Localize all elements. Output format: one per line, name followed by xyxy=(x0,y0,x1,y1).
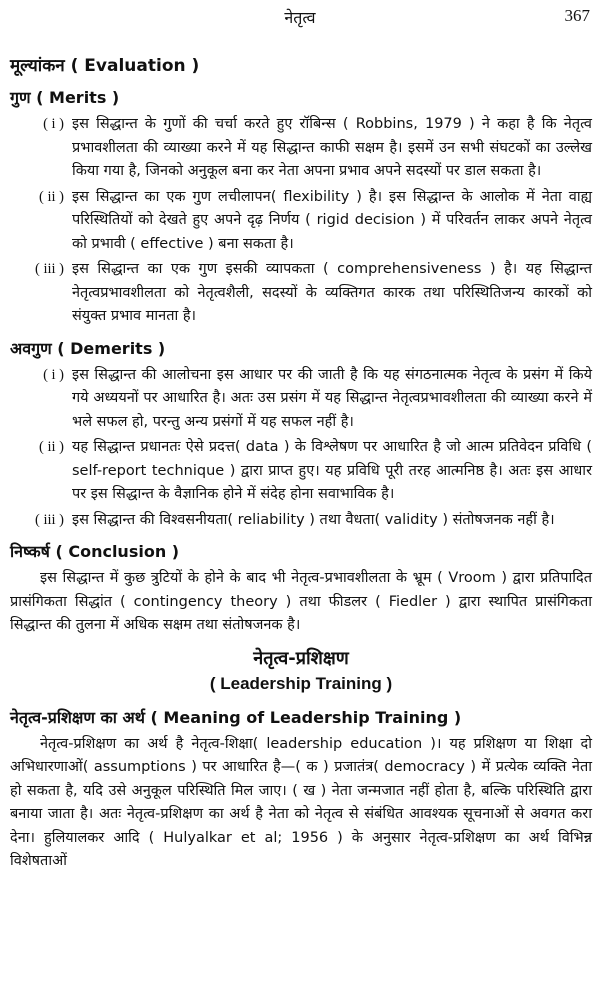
training-title-hindi: नेतृत्व-प्रशिक्षण xyxy=(253,647,349,669)
item-text: यह सिद्धान्त प्रधानतः ऐसे प्रदत्त( data ) के विश्लेषण पर आधारित है जो आत्म प्रतिवेदन प्रविधि ( self-report technique ) द्वारा प्राप्त हुए। यह प्रविधि पूरी तरह आत्मनिष्ठ है। अतः इस आधार पर इस सिद्धान्त के वैज्ञानिक होने में संदेह होना सवाभाविक है। xyxy=(72,439,592,502)
item-number: ( i ) xyxy=(43,116,64,132)
demerit-item xyxy=(10,436,592,507)
merits-heading: गुण ( Merits ) xyxy=(10,88,120,107)
page-number: 367 xyxy=(564,6,590,25)
item-number: ( iii ) xyxy=(35,261,64,277)
page-header xyxy=(0,6,600,30)
item-number: ( ii ) xyxy=(39,188,64,205)
meaning-heading: नेतृत्व-प्रशिक्षण का अर्थ ( Meaning of Leadership Training ) xyxy=(10,707,462,727)
conclusion-paragraph: इस सिद्धान्त में कुछ त्रुटियों के होने के बाद भी नेतृत्व-प्रभावशीलता के भ्रूम ( Vroom ) द्वारा प्रतिपादित प्रासंगिकता सिद्धांत ( contingency theory ) तथा फीडलर ( Fiedler ) द्वारा स्थापित प्रासंगिकता सिद्धान्त की तुलना में अधिक सक्षम तथा संतोषजनक है। xyxy=(10,570,592,633)
item-number: ( iii ) xyxy=(35,511,64,528)
merit-item xyxy=(10,258,592,329)
conclusion-heading: निष्कर्ष ( Conclusion ) xyxy=(10,542,180,561)
demerits-heading: अवगुण ( Demerits ) xyxy=(10,338,166,358)
running-title: नेतृत्व xyxy=(284,8,316,27)
training-title-english: ( Leadership Training ) xyxy=(209,673,393,693)
merit-item xyxy=(10,113,592,184)
merit-item xyxy=(10,186,592,257)
demerit-item xyxy=(10,509,592,533)
item-text: इस सिद्धान्त की विश्वसनीयता( reliability ) तथा वैधता( validity ) संतोषजनक नहीं है। xyxy=(72,511,555,528)
page-content xyxy=(10,54,592,882)
item-text: इस सिद्धान्त की आलोचना इस आधार पर की जाती है कि यह संगठनात्मक नेतृत्व के प्रसंग में किये गये अध्ययनों पर आधारित है। अतः उस प्रसंग में यह सिद्धान्त नेतृत्वप्रभावशीलता की व्याख्या करने में भले सफल हो, परन्तु अन्य प्रसंगों में यह सफल नहीं है। xyxy=(72,366,592,430)
item-text: इस सिद्धान्त का एक गुण इसकी व्यापकता ( comprehensiveness ) है। यह सिद्धान्त नेतृत्वप्रभावशीलता को नेतृत्वशैली, सदस्यों के व्यक्तिगत कारक तथा परिस्थितिजन्य कारकों को संयुक्त प्रभाव मानता है। xyxy=(72,261,592,324)
training-section xyxy=(10,646,592,874)
demerit-item xyxy=(10,364,592,435)
demerits-section xyxy=(10,337,592,533)
item-text: इस सिद्धान्त का एक गुण लचीलापन( flexibility ) है। इस सिद्धान्त के आलोक में नेता वाह्य परिस्थितियों को देखते हुए अपने दृढ़ निर्णय ( rigid decision ) में परिवर्तन लाकर अपने नेतृत्व को प्रभावी ( effective ) बना सकता है। xyxy=(72,188,592,252)
training-paragraph: नेतृत्व-प्रशिक्षण का अर्थ है नेतृत्व-शिक्षा( leadership education )। यह प्रशिक्षण या शिक्षा दो अभिधारणाओं( assumptions ) पर आधारित है—( क ) प्रजातंत्र( democracy ) में प्रत्येक व्यक्ति नेता हो सकता है, यदि उसे अनुकूल परिस्थिति मिल जाए। ( ख ) नेता जन्मजात नहीं होता है, बल्कि परिस्थिति द्वारा बनाया जाता है। अतः नेतृत्व-प्रशिक्षण का अर्थ है नेता को नेतृत्व से संबंधित आवश्यक सूचनाओं से अवगत करा देना। हुलियालकर आदि ( Hulyalkar et al; 1956 ) के अनुसार नेतृत्व-प्रशिक्षण का अर्थ विभिन्न विशेषताओं xyxy=(10,735,592,869)
evaluation-heading: मूल्यांकन ( Evaluation ) xyxy=(10,56,200,76)
item-text: इस सिद्धान्त के गुणों की चर्चा करते हुए रॉबिन्स ( Robbins, 1979 ) ने कहा है कि नेतृत्व प्रभावशीलता की व्याख्या करने में यह सिद्धान्त काफी सक्षम है। इसमें उन सभी संघटकों का उल्लेख किया गया है, जिनको अनुकूल बना कर नेता अपना प्रभाव अपने सदस्यों पर डाल सकता है। xyxy=(72,116,592,179)
merits-section xyxy=(10,86,592,329)
item-number: ( ii ) xyxy=(39,439,64,455)
item-number: ( i ) xyxy=(43,366,64,383)
conclusion-section xyxy=(10,540,592,638)
